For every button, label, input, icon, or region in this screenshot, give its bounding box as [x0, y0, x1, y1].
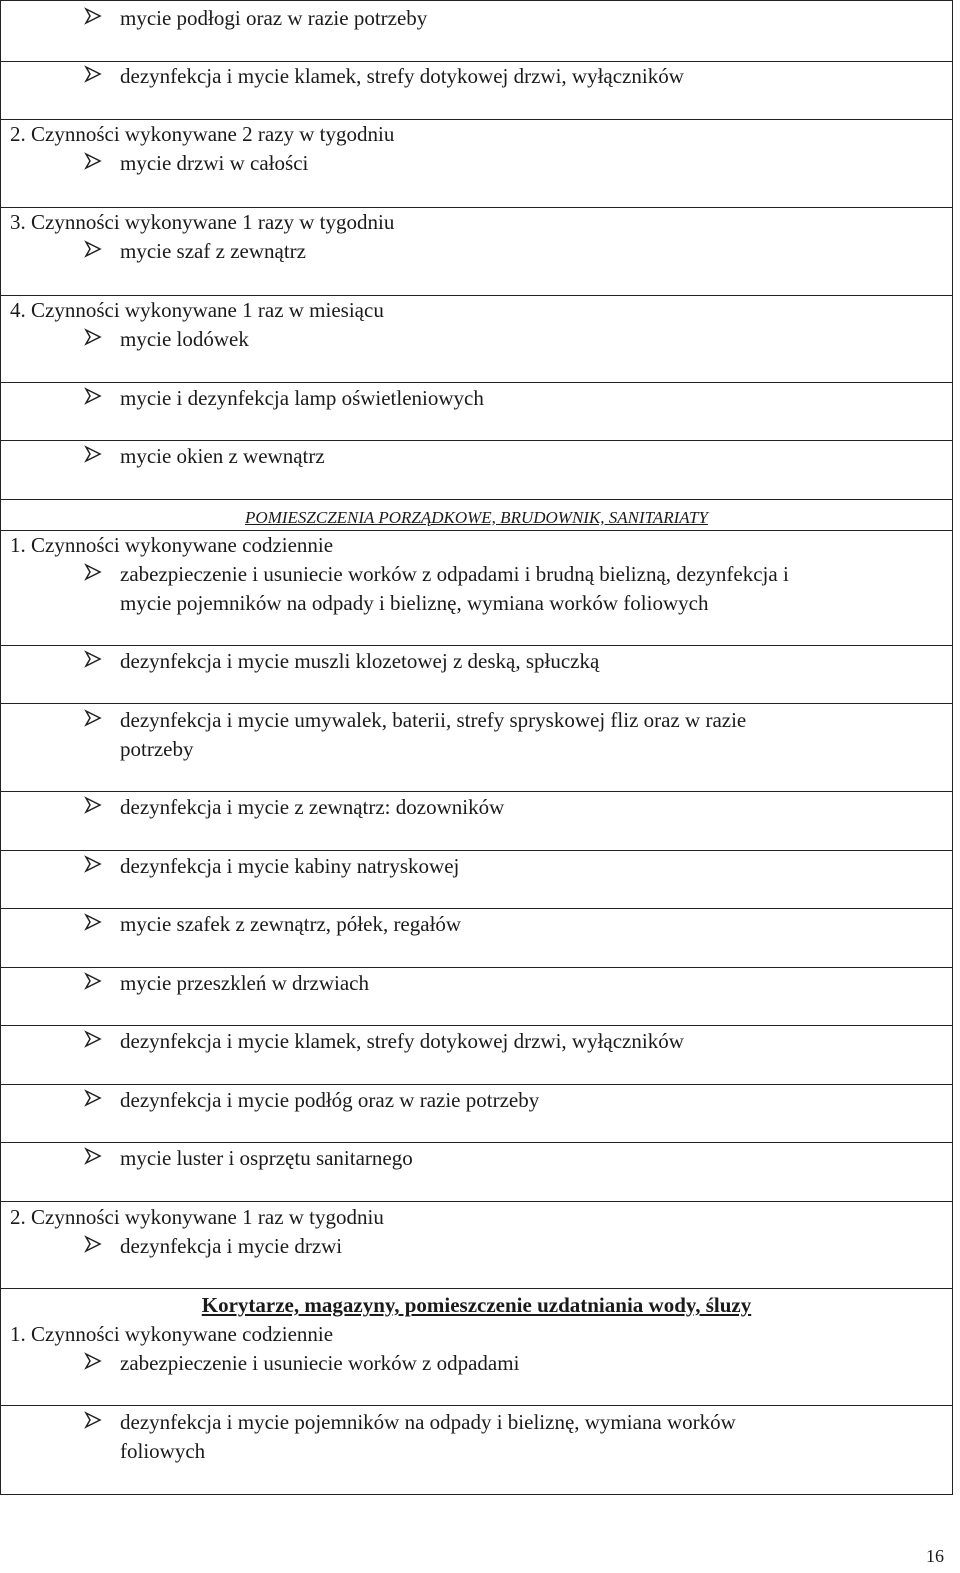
bullet-arrow-icon [84, 1086, 102, 1114]
list-item: dezynfekcja i mycie podłóg oraz w razie potrzeby [120, 1088, 540, 1112]
bullet-arrow-icon [84, 384, 102, 412]
bullet-arrow-icon [84, 237, 102, 265]
list-item: mycie przeszkleń w drzwiach [120, 971, 369, 995]
list-item: mycie i dezynfekcja lamp oświetleniowych [120, 386, 484, 410]
list-item: mycie okien z wewnątrz [120, 444, 325, 468]
list-item: zabezpieczenie i usuniecie worków z odpadami [120, 1351, 520, 1375]
section-heading: 1. Czynności wykonywane codziennie [10, 533, 334, 557]
list-item: dezynfekcja i mycie z zewnątrz: dozowników [120, 795, 505, 819]
list-item: mycie lodówek [120, 327, 249, 351]
section-title: Korytarze, magazyny, pomieszczenie uzdatniania wody, śluzy [201, 1293, 752, 1317]
bullet-arrow-icon [84, 1232, 102, 1260]
bullet-arrow-icon [84, 852, 102, 880]
bullet-arrow-icon [84, 325, 102, 353]
list-item: mycie drzwi w całości [120, 151, 309, 175]
list-item-continuation: foliowych [120, 1439, 206, 1463]
list-item: dezynfekcja i mycie muszli klozetowej z deską, spłuczką [120, 649, 600, 673]
bullet-arrow-icon [84, 62, 102, 90]
bullet-arrow-icon [84, 560, 102, 588]
bullet-arrow-icon [84, 647, 102, 675]
section-heading: 1. Czynności wykonywane codziennie [10, 1322, 334, 1346]
bullet-arrow-icon [84, 706, 102, 734]
list-item-continuation: mycie pojemników na odpady i bieliznę, wymiana worków foliowych [120, 591, 709, 615]
bullet-arrow-icon [84, 442, 102, 470]
bullet-arrow-icon [84, 1027, 102, 1055]
list-item: dezynfekcja i mycie drzwi [120, 1234, 343, 1258]
list-item: mycie luster i osprzętu sanitarnego [120, 1146, 413, 1170]
bullet-arrow-icon [84, 910, 102, 938]
list-item: dezynfekcja i mycie umywalek, baterii, strefy spryskowej fliz oraz w razie [120, 708, 747, 732]
list-item: mycie szaf z zewnątrz [120, 239, 306, 263]
bullet-arrow-icon [84, 969, 102, 997]
page-number: 16 [926, 1546, 944, 1566]
list-item: mycie szafek z zewnątrz, półek, regałów [120, 912, 462, 936]
bullet-arrow-icon [84, 1349, 102, 1377]
list-item: zabezpieczenie i usuniecie worków z odpadami i brudną bielizną, dezynfekcja i [120, 562, 789, 586]
bullet-arrow-icon [84, 4, 102, 32]
bullet-arrow-icon [84, 793, 102, 821]
section-heading: 2. Czynności wykonywane 2 razy w tygodniu [10, 122, 395, 146]
bullet-arrow-icon [84, 1144, 102, 1172]
bullet-arrow-icon [84, 1408, 102, 1436]
list-item: dezynfekcja i mycie klamek, strefy dotykowej drzwi, wyłączników [120, 64, 684, 88]
list-item: dezynfekcja i mycie pojemników na odpady i bieliznę, wymiana worków [120, 1410, 736, 1434]
list-item: dezynfekcja i mycie klamek, strefy dotykowej drzwi, wyłączników [120, 1029, 684, 1053]
section-title: POMIESZCZENIA PORZĄDKOWE, BRUDOWNIK, SANITARIATY [245, 508, 708, 527]
section-heading: 4. Czynności wykonywane 1 raz w miesiącu [10, 298, 384, 322]
section-heading: 3. Czynności wykonywane 1 razy w tygodniu [10, 210, 395, 234]
list-item: mycie podłogi oraz w razie potrzeby [120, 6, 428, 30]
list-item: dezynfekcja i mycie kabiny natryskowej [120, 854, 460, 878]
section-heading: 2. Czynności wykonywane 1 raz w tygodniu [10, 1205, 384, 1229]
list-item-continuation: potrzeby [120, 737, 194, 761]
bullet-arrow-icon [84, 149, 102, 177]
